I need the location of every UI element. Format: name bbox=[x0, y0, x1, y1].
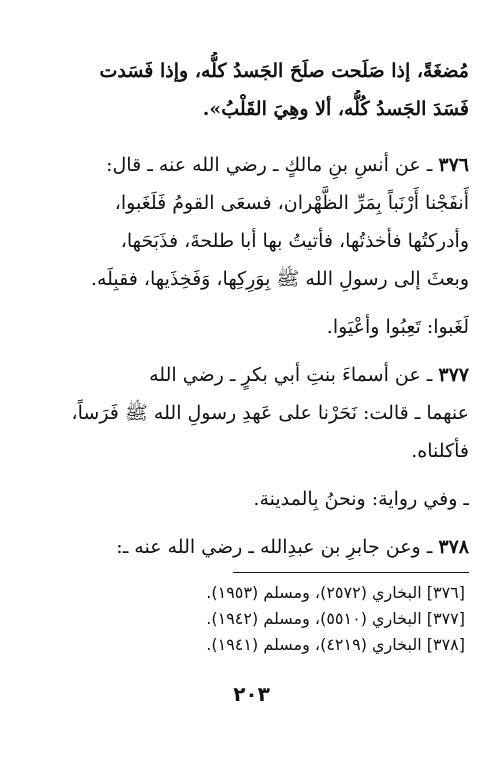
variant-377: ـ وفي رواية: ونحنُ بِالمدينة. bbox=[253, 488, 469, 510]
spacer bbox=[38, 470, 469, 480]
hadith-377-opening: ـ عن أسماءَ بنتِ أبي بكرٍ ـ رضي الله bbox=[149, 364, 433, 386]
spacer bbox=[38, 128, 469, 146]
hadith-377-line-3: فأكلناه. bbox=[411, 440, 469, 462]
footnote-377: [٣٧٧] البخاري (٥٥١٠)، ومسلم (١٩٤٢). bbox=[206, 609, 465, 628]
hadith-377-line-1 bbox=[38, 356, 469, 394]
hadith-376-line-1 bbox=[38, 146, 469, 184]
hadith-377-line-2: عنهما ـ قالت: نَحَرْنا على عَهدِ رسولِ الله ﷺ فَرَساً، bbox=[71, 402, 469, 424]
hadith-378-number: ٣٧٨ bbox=[438, 536, 469, 558]
spacer bbox=[38, 298, 469, 308]
page-body bbox=[38, 52, 469, 566]
hadith-378-opening: ـ وعن جابرِ بن عبدِالله ـ رضي الله عنه ـ: bbox=[116, 536, 433, 558]
hadith-376-opening: ـ عن أنسِ بنِ مالكٍ ـ رضي الله عنه ـ قال: bbox=[106, 154, 433, 176]
intro-line-1: مُضغَةً، إذا صَلَحت صلَحَ الجَسدُ كلُّه، وإذا فَسَدت bbox=[99, 60, 469, 82]
hadith-378-line-1 bbox=[38, 528, 469, 566]
intro-line-2: فَسَدَ الجَسدُ كُلُّه، ألا وهِيَ القَلْبُ». bbox=[202, 98, 469, 120]
hadith-376-number: ٣٧٦ bbox=[438, 154, 469, 176]
hadith-376-line-2: أَنفَجْنا أَرْنَباً بِمَرِّ الظَّهْران، فسعَى القومُ فَلَغَبوا، bbox=[114, 192, 469, 214]
footnotes bbox=[120, 580, 465, 658]
page-number: ٢٠٣ bbox=[233, 682, 270, 706]
hadith-377-number: ٣٧٧ bbox=[438, 364, 469, 386]
hadith-376-line-4: وبعثَ إلى رسولِ الله ﷺ بِوَرِكِها، وَفَخِذَيها، فقبِلَه. bbox=[90, 268, 469, 290]
footnote-378: [٣٧٨] البخاري (٤٢١٩)، ومسلم (١٩٤١). bbox=[206, 635, 465, 654]
gloss-376: لَغَبوا: تَعِبُوا وأعْيَوا. bbox=[326, 316, 469, 338]
spacer bbox=[38, 346, 469, 356]
spacer bbox=[38, 518, 469, 528]
footnote-divider bbox=[233, 572, 469, 573]
hadith-376-line-3: وأدركتُها فأخذتُها، فأتيتُ بها أبا طلحةَ، فذَبَحَها، bbox=[120, 230, 469, 252]
footnote-376: [٣٧٦] البخاري (٢٥٧٢)، ومسلم (١٩٥٣). bbox=[206, 583, 465, 602]
